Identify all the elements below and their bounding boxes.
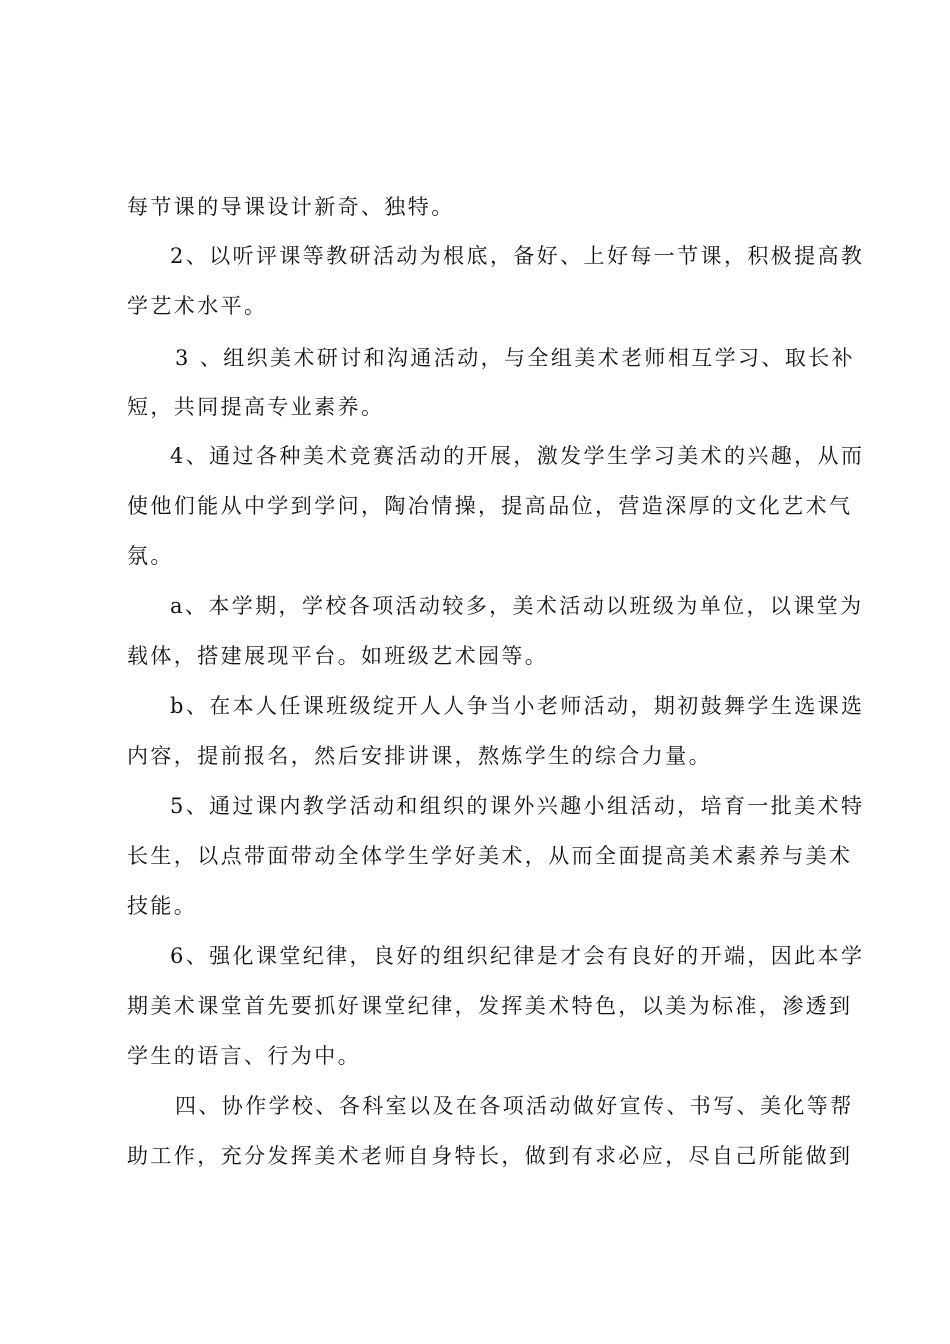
text-line: 助工作，充分发挥美术老师自身特长，做到有求必应，尽自己所能做到 bbox=[127, 1144, 853, 1168]
text-line: 学生的语言、行为中。 bbox=[127, 1044, 361, 1068]
text-line: 短，共同提高专业素养。 bbox=[127, 395, 385, 419]
paragraph-b-start: b、在本人任课班级绽开人人争当小老师活动，期初鼓舞学生选课选 bbox=[170, 694, 865, 718]
text-line: 学艺术水平。 bbox=[127, 294, 268, 318]
paragraph-3-start: 3 、组织美术研讨和沟通活动，与全组美术老师相互学习、取长补 bbox=[175, 346, 856, 370]
paragraph-6-start: 6、强化课堂纪律，良好的组织纪律是才会有良好的开端，因此本学 bbox=[170, 944, 865, 968]
text-line: 技能。 bbox=[127, 894, 198, 918]
paragraph-a-start: a、本学期，学校各项活动较多，美术活动以班级为单位，以课堂为 bbox=[170, 594, 864, 618]
text-line: 氛。 bbox=[127, 544, 174, 568]
paragraph-4-start: 4、通过各种美术竞赛活动的开展，激发学生学习美术的兴趣，从而 bbox=[170, 444, 865, 468]
text-line: 期美术课堂首先要抓好课堂纪律，发挥美术特色，以美为标准，渗透到 bbox=[127, 994, 853, 1018]
text-line: 内容，提前报名，然后安排讲课，熬炼学生的综合力量。 bbox=[127, 744, 712, 768]
text-line: 每节课的导课设计新奇、独特。 bbox=[127, 195, 455, 219]
section-4-start: 四、协作学校、各科室以及在各项活动做好宣传、书写、美化等帮 bbox=[175, 1094, 854, 1118]
text-line: 长生，以点带面带动全体学生学好美术，从而全面提高美术素养与美术 bbox=[127, 844, 853, 868]
paragraph-2-start: 2、以听评课等教研活动为根底，备好、上好每一节课，积极提高教 bbox=[170, 244, 865, 268]
paragraph-5-start: 5、通过课内教学活动和组织的课外兴趣小组活动，培育一批美术特 bbox=[170, 794, 865, 818]
text-line: 载体，搭建展现平台。如班级艺术园等。 bbox=[127, 644, 549, 668]
text-line: 使他们能从中学到学问，陶冶情操，提高品位，营造深厚的文化艺术气 bbox=[127, 494, 853, 518]
